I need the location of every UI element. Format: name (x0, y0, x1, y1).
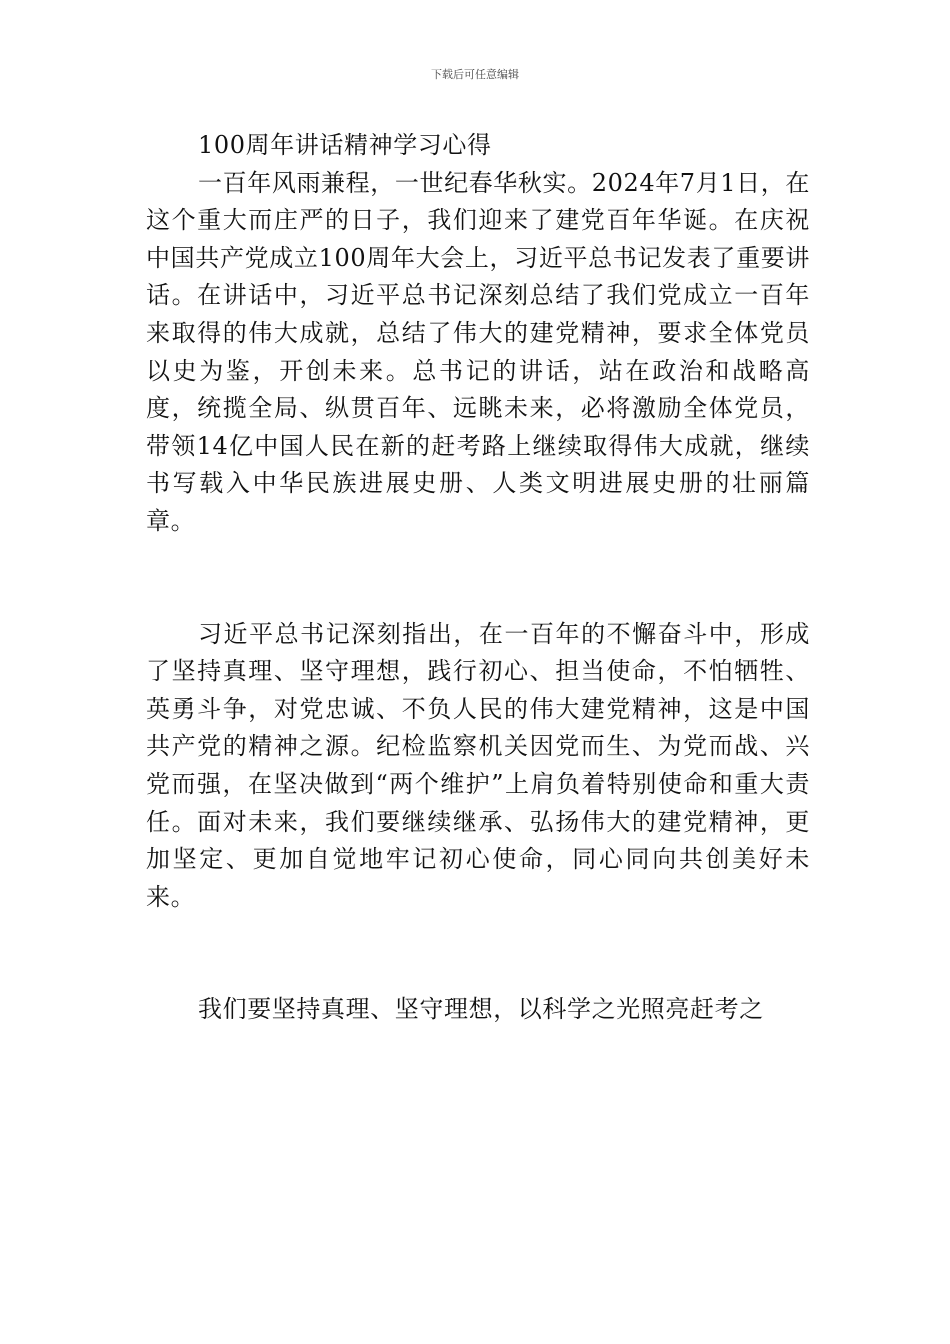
paragraph-gap (146, 916, 810, 991)
paragraph-2: 习近平总书记深刻指出，在一百年的不懈奋斗中，形成了坚持真理、坚守理想，践行初心、担当使命，不怕牺牲、英勇斗争，对党忠诚、不负人民的伟大建党精神，这是中国共产党的精神之源。纪检监察机关因党而生、为党而战、兴党而强，在坚决做到“两个维护”上肩负着特别使命和重大责任。面对未来，我们要继续继承、弘扬伟大的建党精神，更加坚定、更加自觉地牢记初心使命，同心同向共创美好未来。 (146, 619, 810, 911)
paragraph-gap (146, 541, 810, 616)
header-note: 下载后可任意编辑 (431, 68, 519, 81)
paragraph-3: 我们要坚持真理、坚守理想，以科学之光照亮赶考之 (198, 995, 764, 1024)
document-title: 100周年讲话精神学习心得 (198, 131, 492, 159)
paragraph-1: 一百年风雨兼程，一世纪春华秋实。2024年7月1日，在这个重大而庄严的日子，我们迎来了建党百年华诞。在庆祝中国共产党成立100周年大会上，习近平总书记发表了重要讲话。在讲话中，习近平总书记深刻总结了我们党成立一百年来取得的伟大成就，总结了伟大的建党精神，要求全体党员以史为鉴，开创未来。总书记的讲话，站在政治和战略高度，统揽全局、纵贯百年、远眺未来，必将激励全体党员，带领14亿中国人民在新的赶考路上继续取得伟大成就，继续书写载入中华民族进展史册、人类文明进展史册的壮丽篇章。 (146, 168, 810, 535)
document-body (146, 127, 810, 1029)
